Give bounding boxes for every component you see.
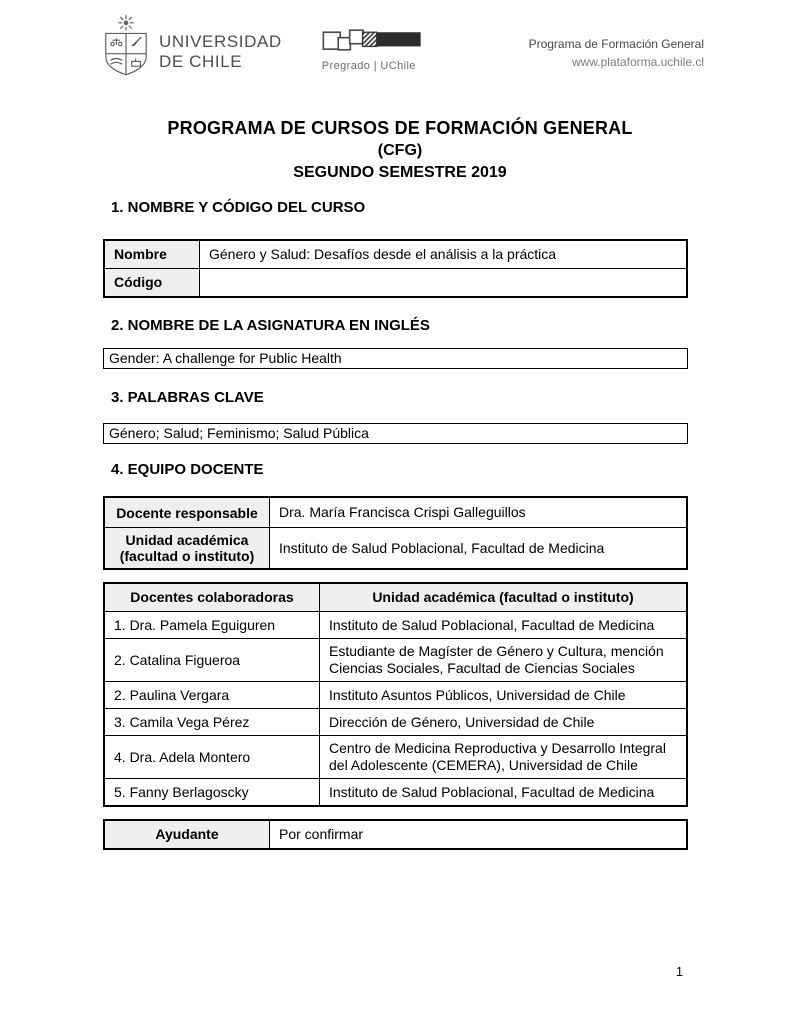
collaborator-unit: Dirección de Género, Universidad de Chile bbox=[320, 709, 688, 736]
section-2-heading: 2. NOMBRE DE LA ASIGNATURA EN INGLÉS bbox=[111, 317, 430, 334]
program-name: Programa de Formación General bbox=[528, 37, 704, 51]
collaborator-name: 5. Fanny Berlagoscky bbox=[104, 779, 320, 807]
title-line3: SEGUNDO SEMESTRE 2019 bbox=[293, 164, 507, 181]
assistant-table bbox=[103, 819, 688, 850]
keywords-box: Género; Salud; Feminismo; Salud Pública bbox=[103, 423, 688, 444]
title-line1: PROGRAMA DE CURSOS DE FORMACIÓN GENERAL bbox=[167, 118, 633, 138]
title-line2: (CFG) bbox=[377, 142, 423, 159]
table-row bbox=[104, 779, 687, 807]
row-value: Género y Salud: Desafíos desde el análisis a la práctica bbox=[200, 240, 688, 269]
responsible-teacher-table bbox=[103, 496, 688, 570]
row-label: Código bbox=[104, 269, 200, 298]
section-3-heading: 3. PALABRAS CLAVE bbox=[111, 389, 264, 406]
collaborator-unit: Instituto de Salud Poblacional, Facultad de Medicina bbox=[320, 779, 688, 807]
row-value bbox=[200, 269, 688, 298]
document-title bbox=[0, 116, 800, 184]
table-row bbox=[104, 682, 687, 709]
table-row bbox=[104, 269, 687, 298]
collaborator-unit: Instituto de Salud Poblacional, Facultad de Medicina bbox=[320, 612, 688, 639]
row-value: Dra. María Francisca Crispi Galleguillos bbox=[270, 497, 688, 528]
table-row bbox=[104, 736, 687, 779]
collaborator-unit: Instituto Asuntos Públicos, Universidad de Chile bbox=[320, 682, 688, 709]
row-label: Ayudante bbox=[104, 820, 270, 849]
table-row bbox=[104, 240, 687, 269]
universidad-de-chile-wordmark bbox=[159, 32, 282, 77]
universidad-de-chile-crest-icon bbox=[100, 13, 152, 77]
collaborator-name: 4. Dra. Adela Montero bbox=[104, 736, 320, 779]
university-wordmark-line1: UNIVERSIDAD bbox=[159, 32, 282, 51]
collaborator-unit: Centro de Medicina Reproductiva y Desarrollo Integral del Adolescente (CEMERA), Universidad de Chile bbox=[320, 736, 688, 779]
page-header bbox=[100, 13, 704, 77]
english-name-box: Gender: A challenge for Public Health bbox=[103, 348, 688, 369]
table-row bbox=[104, 639, 687, 682]
section-4-heading: 4. EQUIPO DOCENTE bbox=[111, 461, 264, 478]
table-row bbox=[104, 709, 687, 736]
collaborator-unit: Estudiante de Magíster de Género y Cultura, mención Ciencias Sociales, Facultad de Ciencias Sociales bbox=[320, 639, 688, 682]
website-url: www.plataforma.uchile.cl bbox=[571, 55, 704, 69]
pregrado-caption: Pregrado | UChile bbox=[321, 60, 416, 72]
universidad-de-chile-logo bbox=[100, 13, 282, 77]
row-value: Instituto de Salud Poblacional, Facultad de Medicina bbox=[270, 528, 688, 570]
collaborating-teachers-table bbox=[103, 582, 688, 807]
row-value: Por confirmar bbox=[270, 820, 688, 849]
table-row bbox=[104, 528, 687, 570]
university-wordmark-line2: DE CHILE bbox=[159, 52, 243, 71]
column-header-unit: Unidad académica (facultad o instituto) bbox=[320, 583, 688, 612]
row-label: Nombre bbox=[104, 240, 200, 269]
column-header-collaborators: Docentes colaboradoras bbox=[104, 583, 320, 612]
row-label: Docente responsable bbox=[104, 497, 270, 528]
table-row bbox=[104, 497, 687, 528]
section-1-heading: 1. NOMBRE Y CÓDIGO DEL CURSO bbox=[111, 199, 366, 216]
collaborator-name: 3. Camila Vega Pérez bbox=[104, 709, 320, 736]
page-number: 1 bbox=[676, 965, 683, 979]
collaborator-name: 1. Dra. Pamela Eguiguren bbox=[104, 612, 320, 639]
table-row bbox=[104, 820, 687, 849]
pregrado-uchile-logo bbox=[322, 13, 422, 72]
table-header-row bbox=[104, 583, 687, 612]
collaborator-name: 2. Paulina Vergara bbox=[104, 682, 320, 709]
collaborator-name: 2. Catalina Figueroa bbox=[104, 639, 320, 682]
course-name-code-table bbox=[103, 239, 688, 298]
row-label: Unidad académica (facultad o instituto) bbox=[104, 528, 270, 570]
table-row bbox=[104, 612, 687, 639]
pregrado-uchile-squares-icon bbox=[322, 26, 422, 52]
header-program-info bbox=[529, 13, 704, 70]
